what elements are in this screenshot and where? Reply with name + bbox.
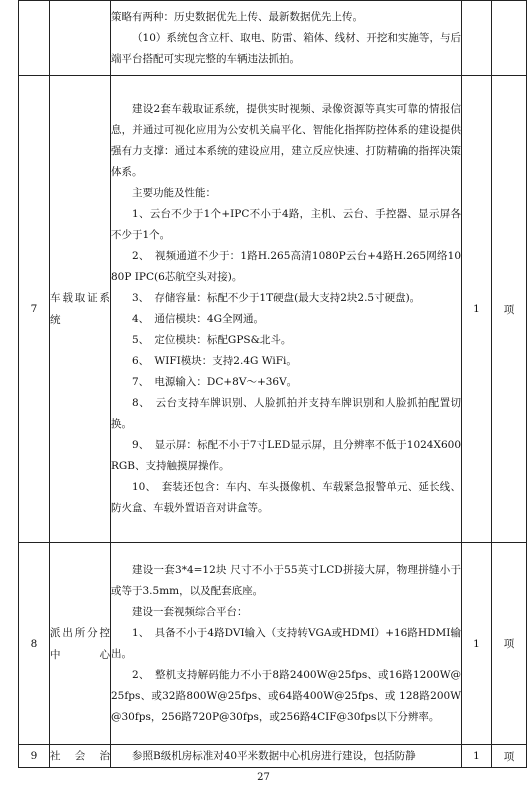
page-number: 27	[257, 772, 270, 783]
row-description	[111, 543, 462, 745]
description-line: 9、 显示屏：标配不小于7寸LED显示屏，且分辨率不低于1024X600 RGB、支持触摸屏操作。	[111, 439, 461, 472]
description-line: 参照B级机房标准对40平米数据中心机房进行建设，包括防静	[132, 749, 416, 762]
description-line: 10、 套装还包含：车内、车头摄像机、车载紧急报警单元、延长线、防火盒、车载外置语音对讲盒等。	[111, 481, 461, 514]
description-line: 建设一套视频综合平台：	[132, 605, 248, 618]
row-number: 9	[19, 745, 50, 768]
table-row	[19, 76, 527, 543]
row-quantity: 1	[462, 543, 492, 745]
row-number: 8	[19, 543, 50, 745]
description-line: 1、 具备不小于4路DVI输入（支持转VGA或HDMI）+16路HDMI输出。	[111, 626, 461, 660]
description-line: 建设一套3*4=12块 尺寸不小于55英寸LCD拼接大屏，物理拼缝小于或等于3.5mm，以及配套底座。	[111, 563, 461, 597]
row-number	[19, 1, 50, 76]
row-description	[111, 76, 462, 543]
description-line: 2、 视频通道不少于：1路H.265高清1080P云台+4路H.265网络1080P IPC(6芯航空头对接)。	[111, 250, 461, 283]
description-line: 4、 通信模块：4G全网通。	[132, 313, 264, 325]
row-unit: 项	[492, 543, 527, 745]
description-line: 策略有两种：历史数据优先上传、最新数据优先上传。	[111, 10, 363, 23]
description-line: 7、 电源输入：DC+8V～+36V。	[132, 376, 298, 388]
row-item-name: 车载取证系统	[50, 76, 111, 543]
description-line: 2、 整机支持解码能力不小于8路2400W@25fps、或16路1200W@25fps、或32路800W@25fps、或64路400W@25fps、或 128路200W@30fps，256路720P@30fps，或256路4CIF@30fps以下分辨率。	[111, 668, 461, 723]
description-line: 建设2套车载取证系统，提供实时视频、录像资源等真实可靠的情报信息，并通过可视化应用为公安机关扁平化、智能化指挥防控体系的建设提供强有力支撑：通过本系统的建设应用，建立反应快速、打防精确的指挥决策体系。	[111, 103, 461, 178]
row-item-name: 派出所分控中心	[50, 543, 111, 745]
row-item-name: 社会治	[50, 745, 111, 768]
row-quantity: 1	[462, 76, 492, 543]
description-line: 1、云台不少于1个+IPC不小于4路，主机、云台、手控器、显示屏各不少于1个。	[111, 208, 461, 241]
row-description	[111, 1, 462, 76]
row-description	[111, 745, 462, 768]
row-unit: 项	[492, 745, 527, 768]
description-line: 6、 WIFI模块：支持2.4G WiFi。	[132, 355, 297, 367]
row-unit: 项	[492, 76, 527, 543]
table-row	[19, 1, 527, 76]
description-line: 8、 云台支持车牌识别、人脸抓拍并支持车牌识别和人脸抓拍配置切换。	[111, 397, 461, 430]
description-line: 5、 定位模块：标配GPS&北斗。	[132, 334, 292, 346]
row-number: 7	[19, 76, 50, 543]
row-unit	[492, 1, 527, 76]
table-row	[19, 745, 527, 768]
spec-table	[18, 0, 527, 768]
row-quantity: 1	[462, 745, 492, 768]
description-line: 3、 存储容量：标配不少于1T硬盘(最大支持2块2.5寸硬盘)。	[132, 292, 421, 304]
row-item-name	[50, 1, 111, 76]
table-row	[19, 543, 527, 745]
description-line: 主要功能及性能：	[132, 187, 216, 199]
description-line: （10）系统包含立杆、取电、防雷、箱体、线材、开挖和实施等，与后端平台搭配可实现完整的车辆违法抓拍。	[111, 31, 461, 65]
row-quantity	[462, 1, 492, 76]
